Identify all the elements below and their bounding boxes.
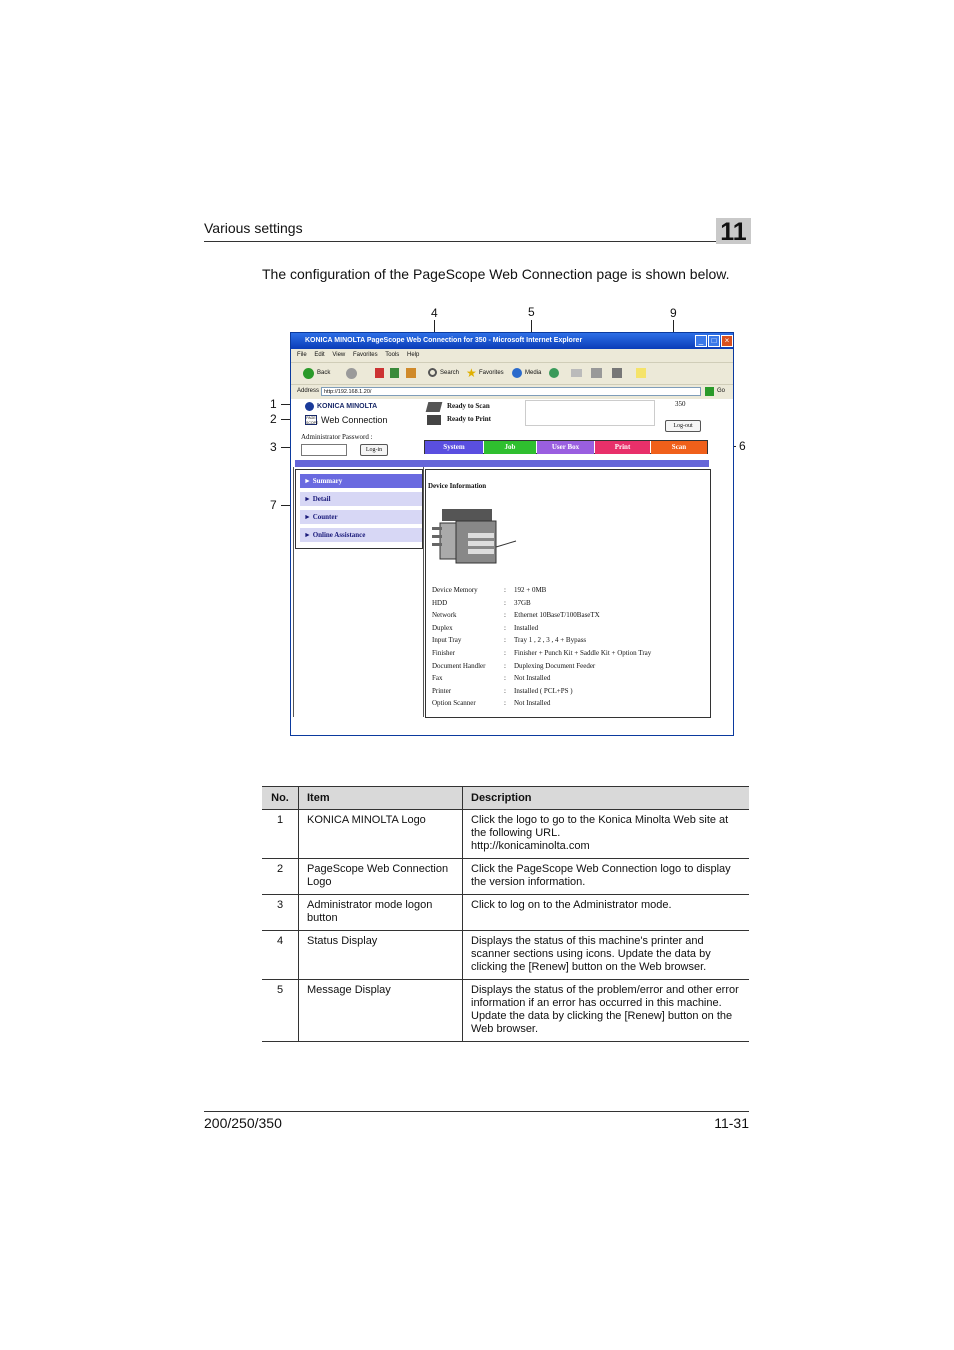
go-arrow-icon[interactable] xyxy=(705,387,714,396)
address-input[interactable]: http://192.168.1.20/ xyxy=(321,387,701,396)
row-item: Administrator mode logon button xyxy=(299,895,463,931)
spec-label: HDD xyxy=(432,598,448,607)
row-item: Status Display xyxy=(299,931,463,980)
konica-logo-icon[interactable] xyxy=(305,402,314,411)
device-info-heading: Device Information xyxy=(428,482,487,490)
tab-print[interactable]: Print xyxy=(595,441,650,454)
media-icon[interactable] xyxy=(512,368,522,378)
spec-colon: : xyxy=(504,623,506,632)
printer-status-icon xyxy=(427,415,441,425)
spec-colon: : xyxy=(504,661,506,670)
spec-value: Installed ( PCL+PS ) xyxy=(514,686,573,695)
sidebar-menu xyxy=(295,469,423,549)
sidebar-item-label: Online Assistance xyxy=(312,531,366,539)
edit-icon[interactable] xyxy=(612,368,622,378)
menu-file[interactable]: File xyxy=(297,352,307,358)
browser-toolbar xyxy=(291,362,733,385)
divider-bar xyxy=(295,460,709,467)
back-label[interactable]: Back xyxy=(317,370,331,376)
spec-value: Tray 1 , 2 , 3 , 4 + Bypass xyxy=(514,636,587,645)
table-header-row xyxy=(262,787,749,810)
model-number: 350 xyxy=(675,400,686,408)
spec-value: Not Installed xyxy=(514,699,551,708)
message-display xyxy=(525,400,655,426)
table-row xyxy=(262,895,749,931)
description-text: Click the PageScope Web Connection logo to display the version information. xyxy=(471,863,731,888)
maximize-button[interactable]: □ xyxy=(708,335,720,347)
admin-password-label: Administrator Password : xyxy=(301,433,373,441)
section-title: Various settings xyxy=(204,220,303,236)
spec-label: Network xyxy=(432,611,457,620)
row-number: 5 xyxy=(262,980,299,1042)
header-no: No. xyxy=(262,787,299,810)
go-label[interactable]: Go xyxy=(717,388,726,394)
frame-left-border xyxy=(293,467,294,717)
main-tab-bar xyxy=(424,440,708,454)
sidebar-item-detail[interactable]: ► Detail xyxy=(300,492,422,506)
spec-label: Printer xyxy=(432,686,452,695)
spec-value: 192 + 0MB xyxy=(514,586,547,594)
back-icon[interactable] xyxy=(303,368,314,379)
description-url: http://konicaminolta.com xyxy=(471,840,590,852)
header-item: Item xyxy=(299,787,463,810)
spec-value: Duplexing Document Feeder xyxy=(514,661,596,670)
table-row xyxy=(262,859,749,895)
callout-2: 2 xyxy=(270,412,277,426)
callout-1: 1 xyxy=(270,397,277,411)
callout-5: 5 xyxy=(528,305,535,319)
admin-password-input[interactable] xyxy=(301,444,347,456)
spec-label: Duplex xyxy=(432,623,453,632)
spec-label: Document Handler xyxy=(432,661,486,670)
table-row xyxy=(262,931,749,980)
spec-colon: : xyxy=(504,636,506,645)
favorites-label[interactable]: Favorites xyxy=(479,370,504,376)
row-number: 3 xyxy=(262,895,299,931)
row-description xyxy=(463,895,750,931)
spec-value: 37GB xyxy=(514,598,531,607)
spec-label: Finisher xyxy=(432,649,455,657)
tab-user-box[interactable]: User Box xyxy=(537,441,594,454)
spec-colon: : xyxy=(504,611,506,620)
menu-favorites[interactable]: Favorites xyxy=(352,352,378,358)
history-icon[interactable] xyxy=(549,368,559,378)
forward-icon[interactable] xyxy=(346,368,357,379)
footer-divider xyxy=(204,1111,749,1112)
row-description xyxy=(463,980,750,1042)
row-item: Message Display xyxy=(299,980,463,1042)
mail-icon[interactable] xyxy=(571,369,582,377)
callout-6: 6 xyxy=(739,439,746,453)
window-titlebar: KONICA MINOLTA PageScope Web Connection for 350 - Microsoft Internet Explorer xyxy=(291,333,733,349)
row-item: PageScope Web Connection Logo xyxy=(299,859,463,895)
spec-colon: : xyxy=(504,649,506,657)
spec-colon: : xyxy=(504,586,506,594)
callout-7: 7 xyxy=(270,498,277,512)
stop-icon[interactable] xyxy=(375,368,384,378)
device-info-panel xyxy=(425,469,711,718)
item-description-table xyxy=(262,786,749,1042)
home-icon[interactable] xyxy=(406,368,416,378)
pagescope-web-connection-logo[interactable]: Web Connection xyxy=(321,415,388,425)
sidebar-item-label: Counter xyxy=(312,513,338,521)
row-number: 1 xyxy=(262,810,299,859)
callout-3: 3 xyxy=(270,440,277,454)
status-print: Ready to Print xyxy=(447,415,491,423)
login-button[interactable]: Log-in xyxy=(360,444,388,456)
pagescope-logo-icon[interactable]: PAGE SCOPE xyxy=(306,416,319,425)
search-icon[interactable] xyxy=(428,368,437,377)
favorites-icon[interactable]: ★ xyxy=(466,366,477,380)
description-text: Click to log on to the Administrator mode. xyxy=(471,899,672,911)
menu-bar xyxy=(291,349,733,362)
row-description xyxy=(463,810,750,859)
logout-button[interactable]: Log-out xyxy=(665,420,701,432)
media-label[interactable]: Media xyxy=(525,370,542,376)
menu-help[interactable]: Help xyxy=(406,352,420,358)
refresh-icon[interactable] xyxy=(390,368,399,378)
table-row xyxy=(262,980,749,1042)
callout-9: 9 xyxy=(670,306,677,320)
spec-value: Ethernet 10BaseT/100BaseTX xyxy=(514,611,600,620)
scanner-status-icon xyxy=(426,402,443,412)
spec-label: Fax xyxy=(432,674,443,683)
tab-scan[interactable]: Scan xyxy=(651,441,707,454)
intro-text: The configuration of the PageScope Web Connection page is shown below. xyxy=(262,266,730,282)
description-text: Click the logo to go to the Konica Minolta Web site at the following URL. xyxy=(471,814,729,839)
tab-system[interactable]: System xyxy=(425,441,483,454)
sidebar-item-online-assistance[interactable]: ► Online Assistance xyxy=(300,528,422,542)
row-item: KONICA MINOLTA Logo xyxy=(299,810,463,859)
header-description: Description xyxy=(463,787,750,810)
sidebar-item-label: Detail xyxy=(312,495,331,503)
row-number: 4 xyxy=(262,931,299,980)
konica-minolta-logo[interactable]: KONICA MINOLTA xyxy=(317,403,378,410)
sidebar-item-counter[interactable]: ► Counter xyxy=(300,510,422,524)
status-scan: Ready to Scan xyxy=(447,402,490,410)
spec-colon: : xyxy=(504,699,506,708)
frame-divider xyxy=(423,467,424,717)
footer-page-number: 11-31 xyxy=(714,1115,749,1131)
chapter-number: 11 xyxy=(716,218,751,244)
search-label[interactable]: Search xyxy=(440,370,460,376)
spec-colon: : xyxy=(504,674,506,683)
header-divider xyxy=(204,241,749,242)
spec-colon: : xyxy=(504,686,506,695)
minimize-button[interactable]: _ xyxy=(695,335,707,347)
row-description xyxy=(463,931,750,980)
spec-label: Option Scanner xyxy=(432,699,476,708)
sidebar-item-summary[interactable]: ► Summary xyxy=(300,474,422,488)
browser-window xyxy=(290,332,734,736)
description-text: Displays the status of the problem/error and other error information if an error has occurred in this machine. Update the data by clicking the [Renew] button on the Web browser. xyxy=(471,984,739,1035)
address-bar xyxy=(291,384,733,399)
description-text: Displays the status of this machine's printer and scanner sections using icons. Update the data by clicking the [Renew] button on the Web browser. xyxy=(471,935,711,973)
footer-model: 200/250/350 xyxy=(204,1115,282,1131)
sidebar-item-label: Summary xyxy=(312,477,343,485)
spec-colon: : xyxy=(504,598,506,607)
menu-edit[interactable]: Edit xyxy=(314,352,325,358)
callout-4: 4 xyxy=(431,306,438,320)
spec-label: Input Tray xyxy=(432,636,462,645)
row-description xyxy=(463,859,750,895)
address-label: Address xyxy=(297,388,320,394)
tab-job[interactable]: Job xyxy=(484,441,536,454)
table-row xyxy=(262,810,749,859)
print-icon[interactable] xyxy=(591,368,602,378)
menu-tools[interactable]: Tools xyxy=(385,352,400,358)
menu-view[interactable]: View xyxy=(332,352,346,358)
spec-value: Finisher + Punch Kit + Saddle Kit + Option Tray xyxy=(514,649,652,657)
spec-label: Device Memory xyxy=(432,586,478,594)
close-button[interactable]: × xyxy=(721,335,733,347)
spec-value: Not Installed xyxy=(514,674,551,683)
messenger-icon[interactable] xyxy=(636,368,646,378)
spec-value: Installed xyxy=(514,623,539,632)
row-number: 2 xyxy=(262,859,299,895)
copier-machine-image xyxy=(428,503,524,573)
